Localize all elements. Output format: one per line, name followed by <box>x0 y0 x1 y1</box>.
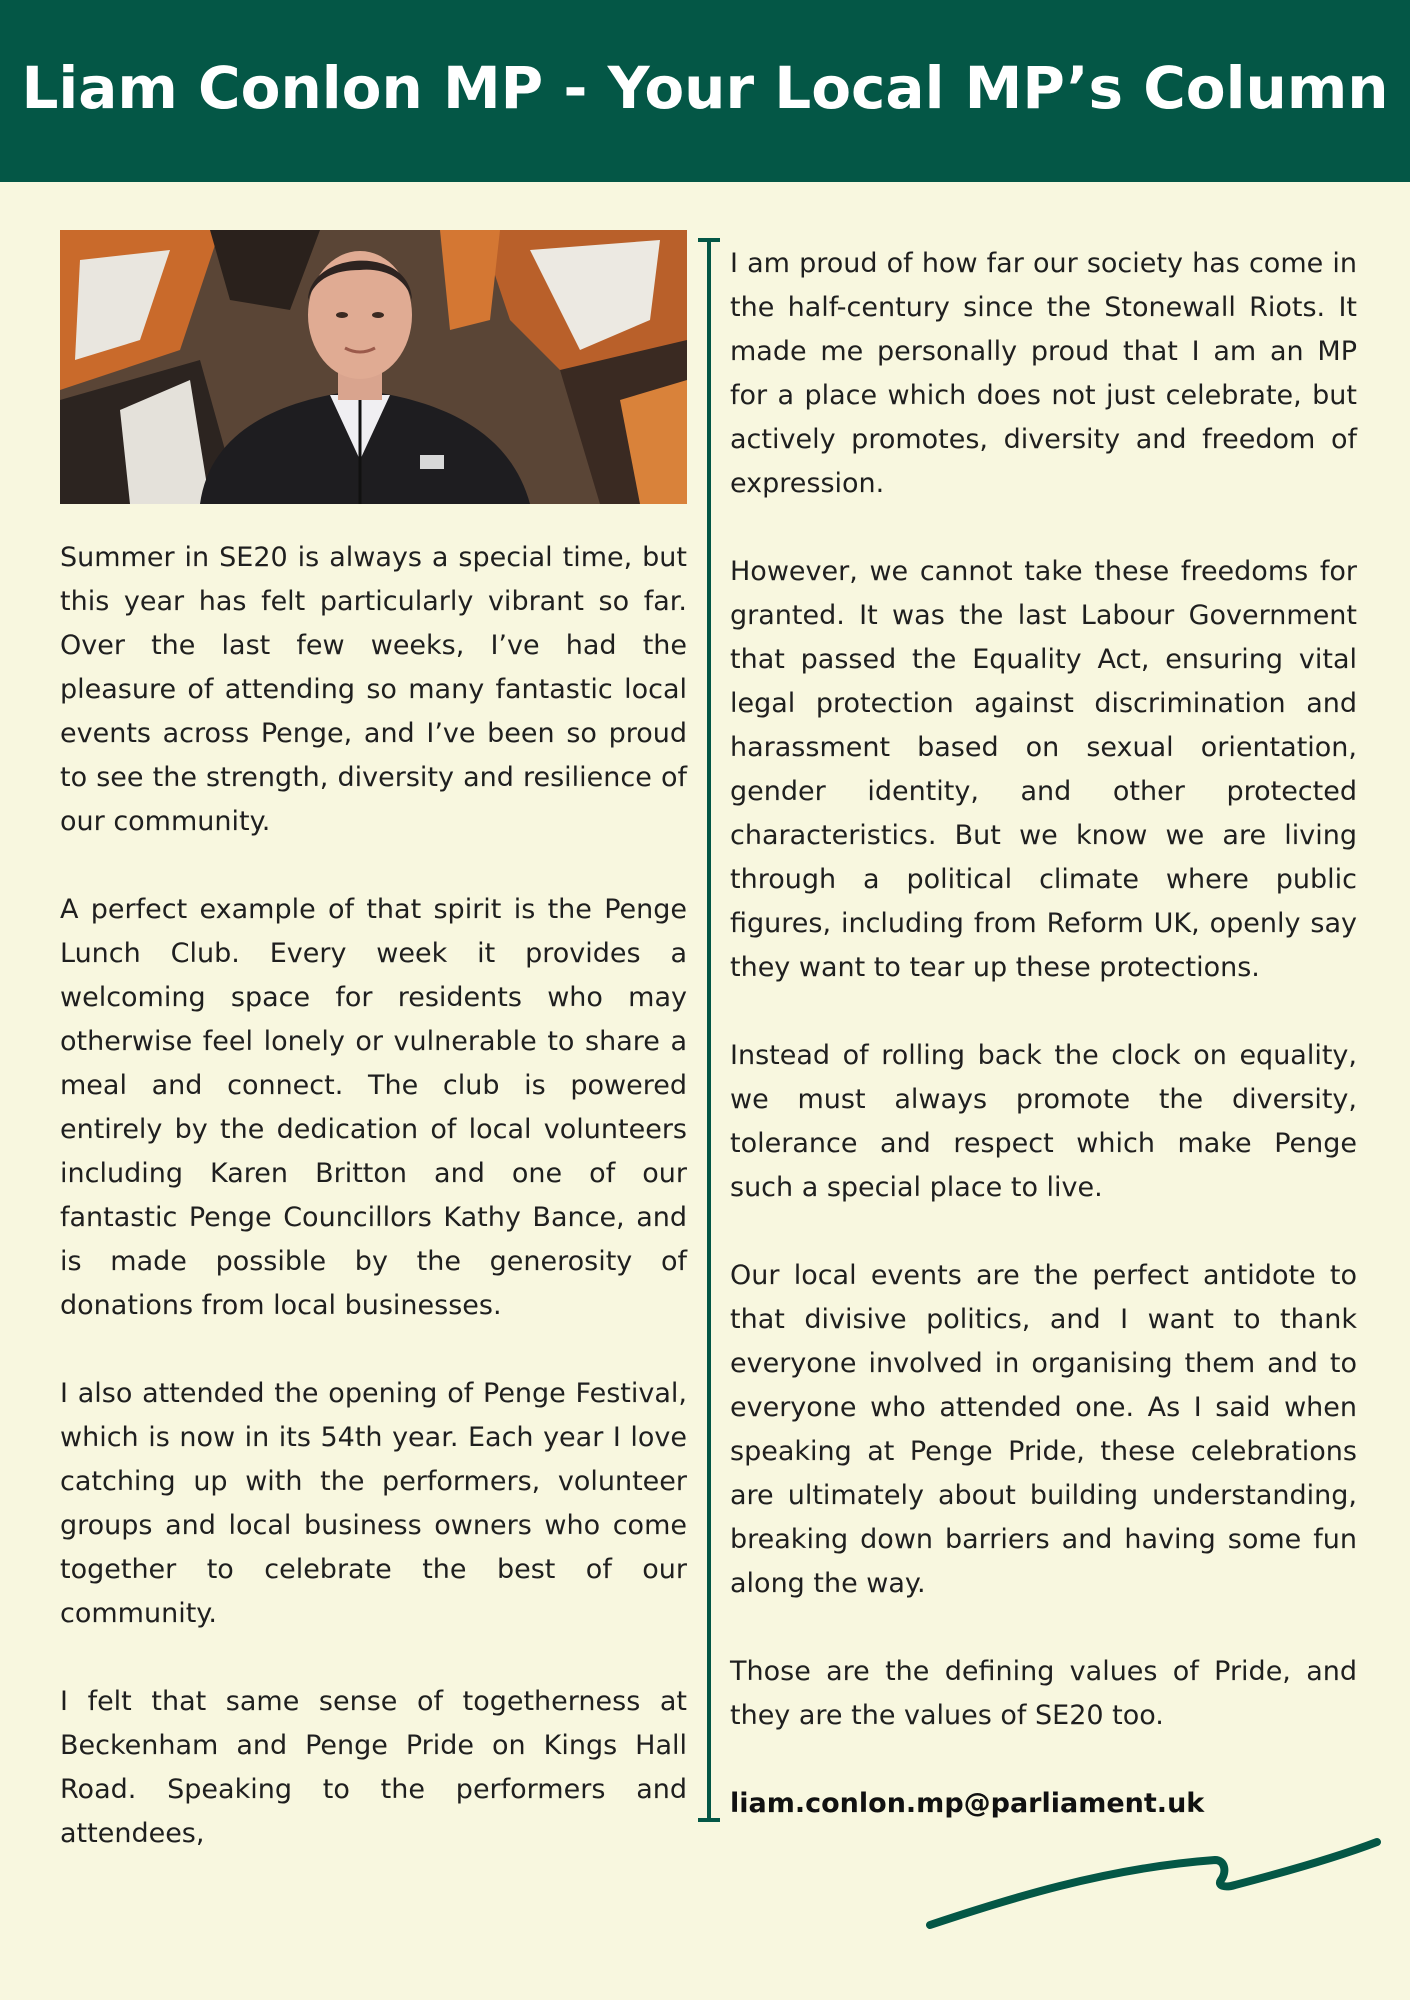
left-column <box>60 536 687 1900</box>
portrait-photo-icon <box>60 230 687 504</box>
divider-bottom-cap <box>698 1818 720 1822</box>
right-column <box>730 242 1357 1870</box>
paragraph: Summer in SE20 is always a special time, but this year has felt particularly vibrant so far. Over the last few weeks, I’ve had the pleasure of attending so many fantastic local events across Penge, and I’ve been so proud to see the strength, diversity and resilience of our community. <box>60 542 687 837</box>
paragraph: I felt that same sense of togetherness at Beckenham and Penge Pride on Kings Hall Road. Speaking to the performers and attendees, <box>60 1686 687 1849</box>
paragraph: Those are the defining values of Pride, and they are the values of SE20 too. <box>730 1656 1357 1731</box>
paragraph: However, we cannot take these freedoms for granted. It was the last Labour Government that passed the Equality Act, ensuring vital legal protection against discrimination and harassment based on sexual orientation, gender identity, and other protected characteristics. But we know we are living through a political climate where public figures, including from Reform UK, openly say they want to tear up these protections. <box>730 556 1357 983</box>
paragraph: I am proud of how far our society has come in the half-century since the Stonewall Riots. It made me personally proud that I am an MP for a place which does not just celebrate, but actively promotes, diversity and freedom of expression. <box>730 248 1357 499</box>
mp-portrait-photo <box>60 230 687 504</box>
paragraph: Our local events are the perfect antidote to that divisive politics, and I want to thank everyone involved in organising them and to everyone who attended one. As I said when speaking at Penge Pride, these celebrations are ultimately about building understanding, breaking down barriers and having some fun along the way. <box>730 1260 1357 1599</box>
paragraph: I also attended the opening of Penge Festival, which is now in its 54th year. Each year I love catching up with the performers, volunteer groups and local business owners who come together to celebrate the best of our community. <box>60 1378 687 1629</box>
brush-swoosh-icon <box>925 1830 1385 1940</box>
paragraph: A perfect example of that spirit is the Penge Lunch Club. Every week it provides a welcoming space for residents who may otherwise feel lonely or vulnerable to share a meal and connect. The club is powered entirely by the dedication of local volunteers including Karen Britton and one of our fantastic Penge Councillors Kathy Bance, and is made possible by the generosity of donations from local businesses. <box>60 894 687 1321</box>
page-title: Liam Conlon MP - Your Local MP’s Column <box>21 54 1389 122</box>
paragraph: Instead of rolling back the clock on equality, we must always promote the diversity, tolerance and respect which make Penge such a special place to live. <box>730 1040 1357 1203</box>
page-header <box>0 0 1410 182</box>
column-divider <box>707 238 711 1822</box>
email-link[interactable]: liam.conlon.mp@parliament.uk <box>730 1788 1205 1819</box>
